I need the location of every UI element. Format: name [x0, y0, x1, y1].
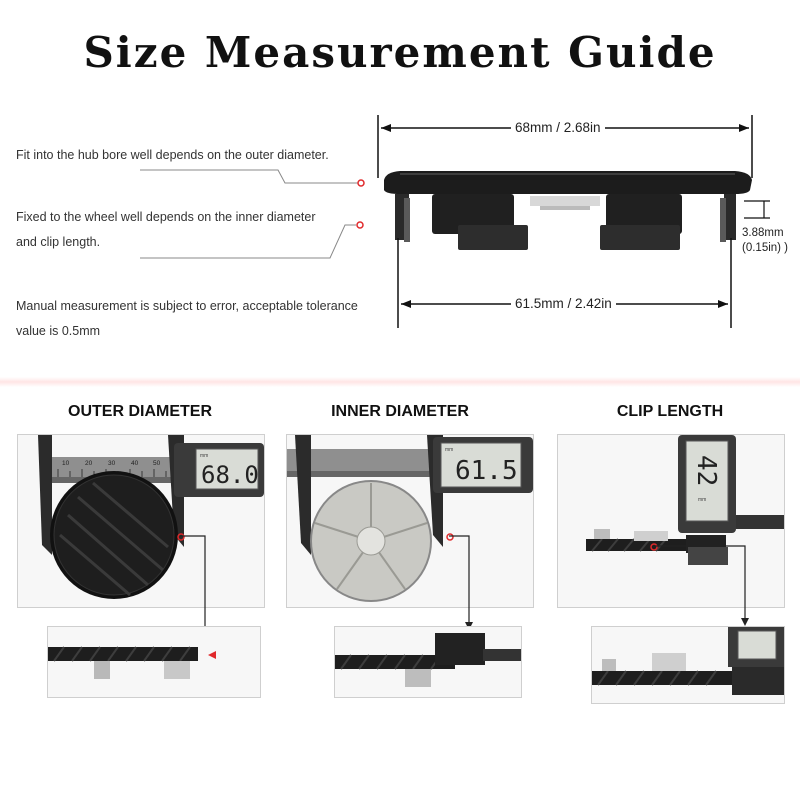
- lcd-reading-outer: 68.0: [201, 461, 259, 489]
- cap-side-diagram: [0, 0, 800, 380]
- leader-inner-dot: [357, 222, 363, 228]
- outer-dimension-label: 68mm / 2.68in: [511, 120, 605, 135]
- lcd-reading-clip: 42: [691, 455, 721, 487]
- scale-tick-30: 30: [108, 460, 116, 467]
- section-title-inner: INNER DIAMETER: [331, 403, 469, 420]
- inner-dimension-label: 61.5mm / 2.42in: [511, 296, 616, 311]
- outer-detail-photo: [47, 626, 261, 698]
- lcd-reading-inner: 61.5: [455, 456, 518, 486]
- section-divider: [0, 377, 800, 387]
- lcd-unit-outer: mm: [200, 453, 209, 459]
- inner-detail-photo: [334, 626, 522, 698]
- pointer-arrows: [0, 530, 800, 640]
- section-title-outer: OUTER DIAMETER: [68, 403, 212, 420]
- clip-dimension-in: (0.15in) ): [742, 242, 789, 254]
- clip-detail-photo: [591, 626, 785, 704]
- note-inner-diameter-line1: Fixed to the wheel well depends on the inner diameter: [16, 210, 316, 224]
- note-inner-diameter-line2: and clip length.: [16, 235, 101, 249]
- scale-tick-50: 50: [153, 460, 161, 467]
- leader-outer-dot: [358, 180, 364, 186]
- note-outer-diameter: Fit into the hub bore well depends on the outer diameter.: [16, 148, 329, 162]
- leader-outer: [140, 170, 358, 183]
- lcd-unit-clip: mm: [698, 497, 707, 503]
- scale-tick-10: 10: [62, 460, 70, 467]
- note-tolerance-line1: Manual measurement is subject to error, acceptable tolerance: [16, 299, 358, 313]
- scale-tick-20: 20: [85, 460, 93, 467]
- cap-side-view: [384, 171, 752, 250]
- page-title: Size Measurement Guide: [83, 28, 717, 77]
- section-title-clip: CLIP LENGTH: [616, 403, 724, 420]
- note-tolerance-line2: value is 0.5mm: [16, 324, 101, 338]
- clip-dimension-mm: 3.88mm: [742, 227, 784, 239]
- lcd-unit-inner: mm: [445, 447, 454, 453]
- leader-inner: [140, 225, 356, 258]
- scale-tick-40: 40: [131, 460, 139, 467]
